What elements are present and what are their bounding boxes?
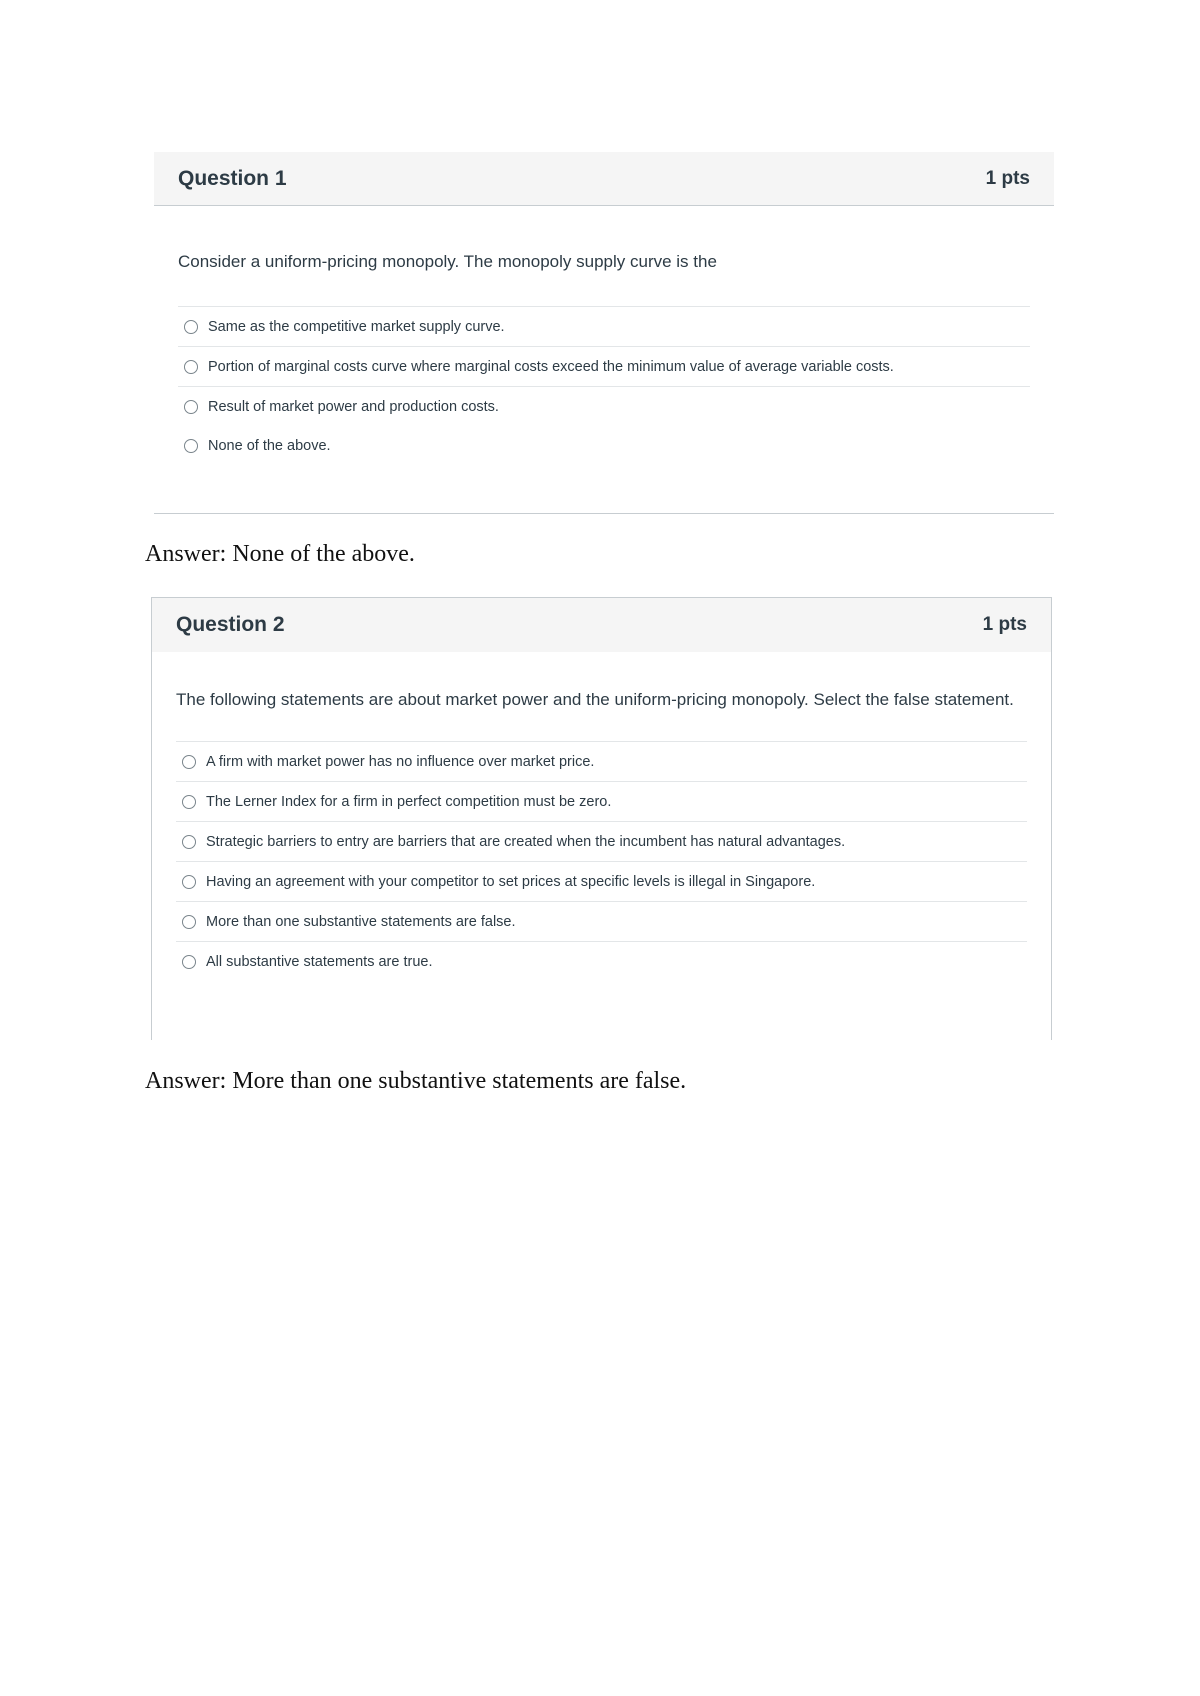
question-2-option[interactable] <box>176 821 1027 861</box>
option-label: Same as the competitive market supply curve. <box>208 318 505 335</box>
radio-button-icon[interactable] <box>182 875 196 889</box>
question-2-option[interactable] <box>176 861 1027 901</box>
radio-button-icon[interactable] <box>182 915 196 929</box>
question-2-text: The following statements are about market power and the uniform-pricing monopoly. Select the false statement. <box>176 690 1014 709</box>
question-1-option[interactable] <box>178 386 1030 426</box>
radio-button-icon[interactable] <box>182 795 196 809</box>
question-2-option[interactable] <box>176 781 1027 821</box>
question-2-points: 1 pts <box>982 614 1027 635</box>
radio-button-icon[interactable] <box>184 360 198 374</box>
option-label: Having an agreement with your competitor to set prices at specific levels is illegal in Singapore. <box>206 873 816 890</box>
radio-button-icon[interactable] <box>184 320 198 334</box>
question-1-header <box>154 152 1054 206</box>
question-2-card <box>151 597 1052 1040</box>
question-2-header <box>152 598 1051 652</box>
question-2-option[interactable] <box>176 741 1027 781</box>
answer-2-text: Answer: More than one substantive statements are false. <box>145 1068 687 1094</box>
question-2-option[interactable] <box>176 901 1027 941</box>
option-label: The Lerner Index for a firm in perfect competition must be zero. <box>206 793 612 810</box>
option-label: A firm with market power has no influence over market price. <box>206 753 595 770</box>
question-1-card <box>154 152 1054 514</box>
question-1-option[interactable] <box>178 306 1030 346</box>
radio-button-icon[interactable] <box>184 400 198 414</box>
option-label: More than one substantive statements are false. <box>206 913 516 930</box>
radio-button-icon[interactable] <box>182 755 196 769</box>
option-label: None of the above. <box>208 438 331 454</box>
option-label: Portion of marginal costs curve where marginal costs exceed the minimum value of average variable costs. <box>208 358 894 375</box>
option-label: All substantive statements are true. <box>206 953 433 970</box>
answer-1-text: Answer: None of the above. <box>145 541 415 567</box>
question-2-title: Question 2 <box>176 613 285 636</box>
question-1-points: 1 pts <box>985 167 1030 189</box>
question-1-title: Question 1 <box>178 166 287 190</box>
question-1-option[interactable] <box>178 346 1030 386</box>
option-label: Strategic barriers to entry are barriers that are created when the incumbent has natural advantages. <box>206 833 846 850</box>
radio-button-icon[interactable] <box>182 955 196 969</box>
radio-button-icon[interactable] <box>182 835 196 849</box>
question-2-option[interactable] <box>176 941 1027 981</box>
radio-button-icon[interactable] <box>184 439 198 453</box>
question-1-text: Consider a uniform-pricing monopoly. The monopoly supply curve is the <box>178 252 717 271</box>
question-1-option[interactable] <box>178 426 1030 466</box>
option-label: Result of market power and production costs. <box>208 398 499 415</box>
question-1-options <box>178 306 1030 466</box>
question-2-options <box>176 741 1027 981</box>
